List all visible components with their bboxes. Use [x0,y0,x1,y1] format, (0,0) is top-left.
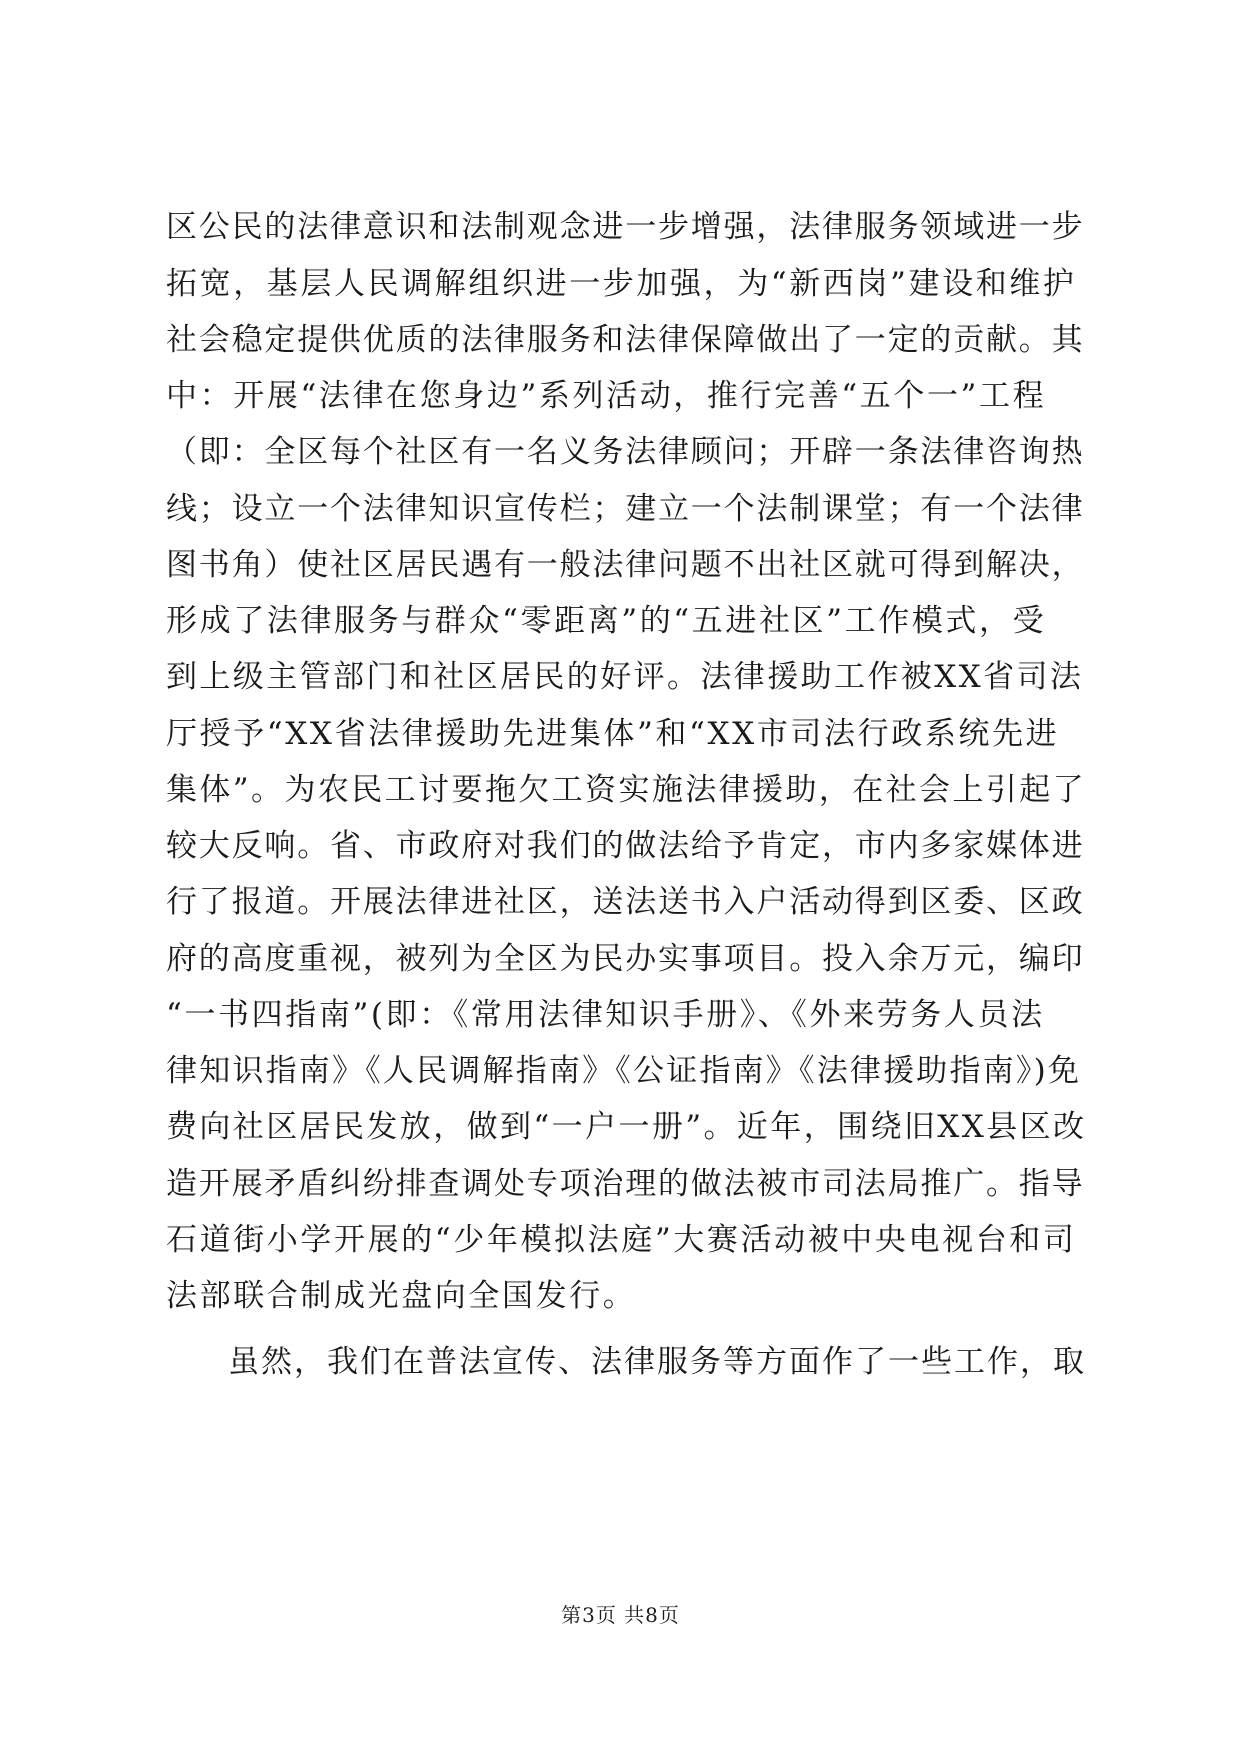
text-line: 造开展矛盾纠纷排查调处专项治理的做法被市司法局推广。指导 [166,1166,1085,1202]
text-line: 到上级主管部门和社区居民的好评。法律援助工作被XX省司法 [166,659,1084,695]
text-line: 虽然，我们在普法宣传、法律服务等方面作了一些工作，取 [228,1344,1086,1380]
text-line: 厅授予“XX省法律援助先进集体”和“XX市司法行政系统先进 [166,716,1060,752]
text-line: 线；设立一个法律知识宣传栏；建立一个法制课堂；有一个法律 [166,491,1085,527]
text-line: （即：全区每个社区有一名义务法律顾问；开辟一条法律咨询热 [166,434,1085,470]
text-line: 社会稳定提供优质的法律服务和法律保障做出了一定的贡献。其 [166,322,1085,358]
text-line: 图书角）使社区居民遇有一般法律问题不出社区就可得到解决， [166,547,1085,583]
text-line: 石道街小学开展的“少年模拟法庭”大赛活动被中央电视台和司 [166,1222,1077,1258]
text-line: 费向社区居民发放，做到“一户一册”。近年，围绕旧XX县区改 [166,1109,1087,1145]
text-line: “一书四指南”(即：《常用法律知识手册》、《外来劳务人员法 [166,997,1045,1033]
text-line: 拓宽，基层人民调解组织进一步加强，为“新西岗”建设和维护 [166,266,1077,302]
text-line: 法部联合制成光盘向全国发行。 [166,1278,637,1314]
text-line: 中：开展“法律在您身边”系列活动，推行完善“五个一”工程 [166,378,1047,414]
text-line: 行了报道。开展法律进社区，送法送书入户活动得到区委、区政 [166,884,1085,920]
text-line: 较大反响。省、市政府对我们的做法给予肯定，市内多家媒体进 [166,828,1085,864]
page-number-footer: 第3页 共8页 [561,1603,680,1627]
text-line: 律知识指南》《人民调解指南》《公证指南》《法律援助指南》)免 [166,1053,1082,1089]
text-line: 集体”。为农民工讨要拖欠工资实施法律援助，在社会上引起了 [166,772,1087,808]
text-line: 形成了法律服务与群众“零距离”的“五进社区”工作模式，受 [166,603,1047,639]
text-line: 区公民的法律意识和法制观念进一步增强，法律服务领域进一步 [166,209,1085,245]
text-line: 府的高度重视，被列为全区为民办实事项目。投入余万元，编印 [166,941,1085,977]
